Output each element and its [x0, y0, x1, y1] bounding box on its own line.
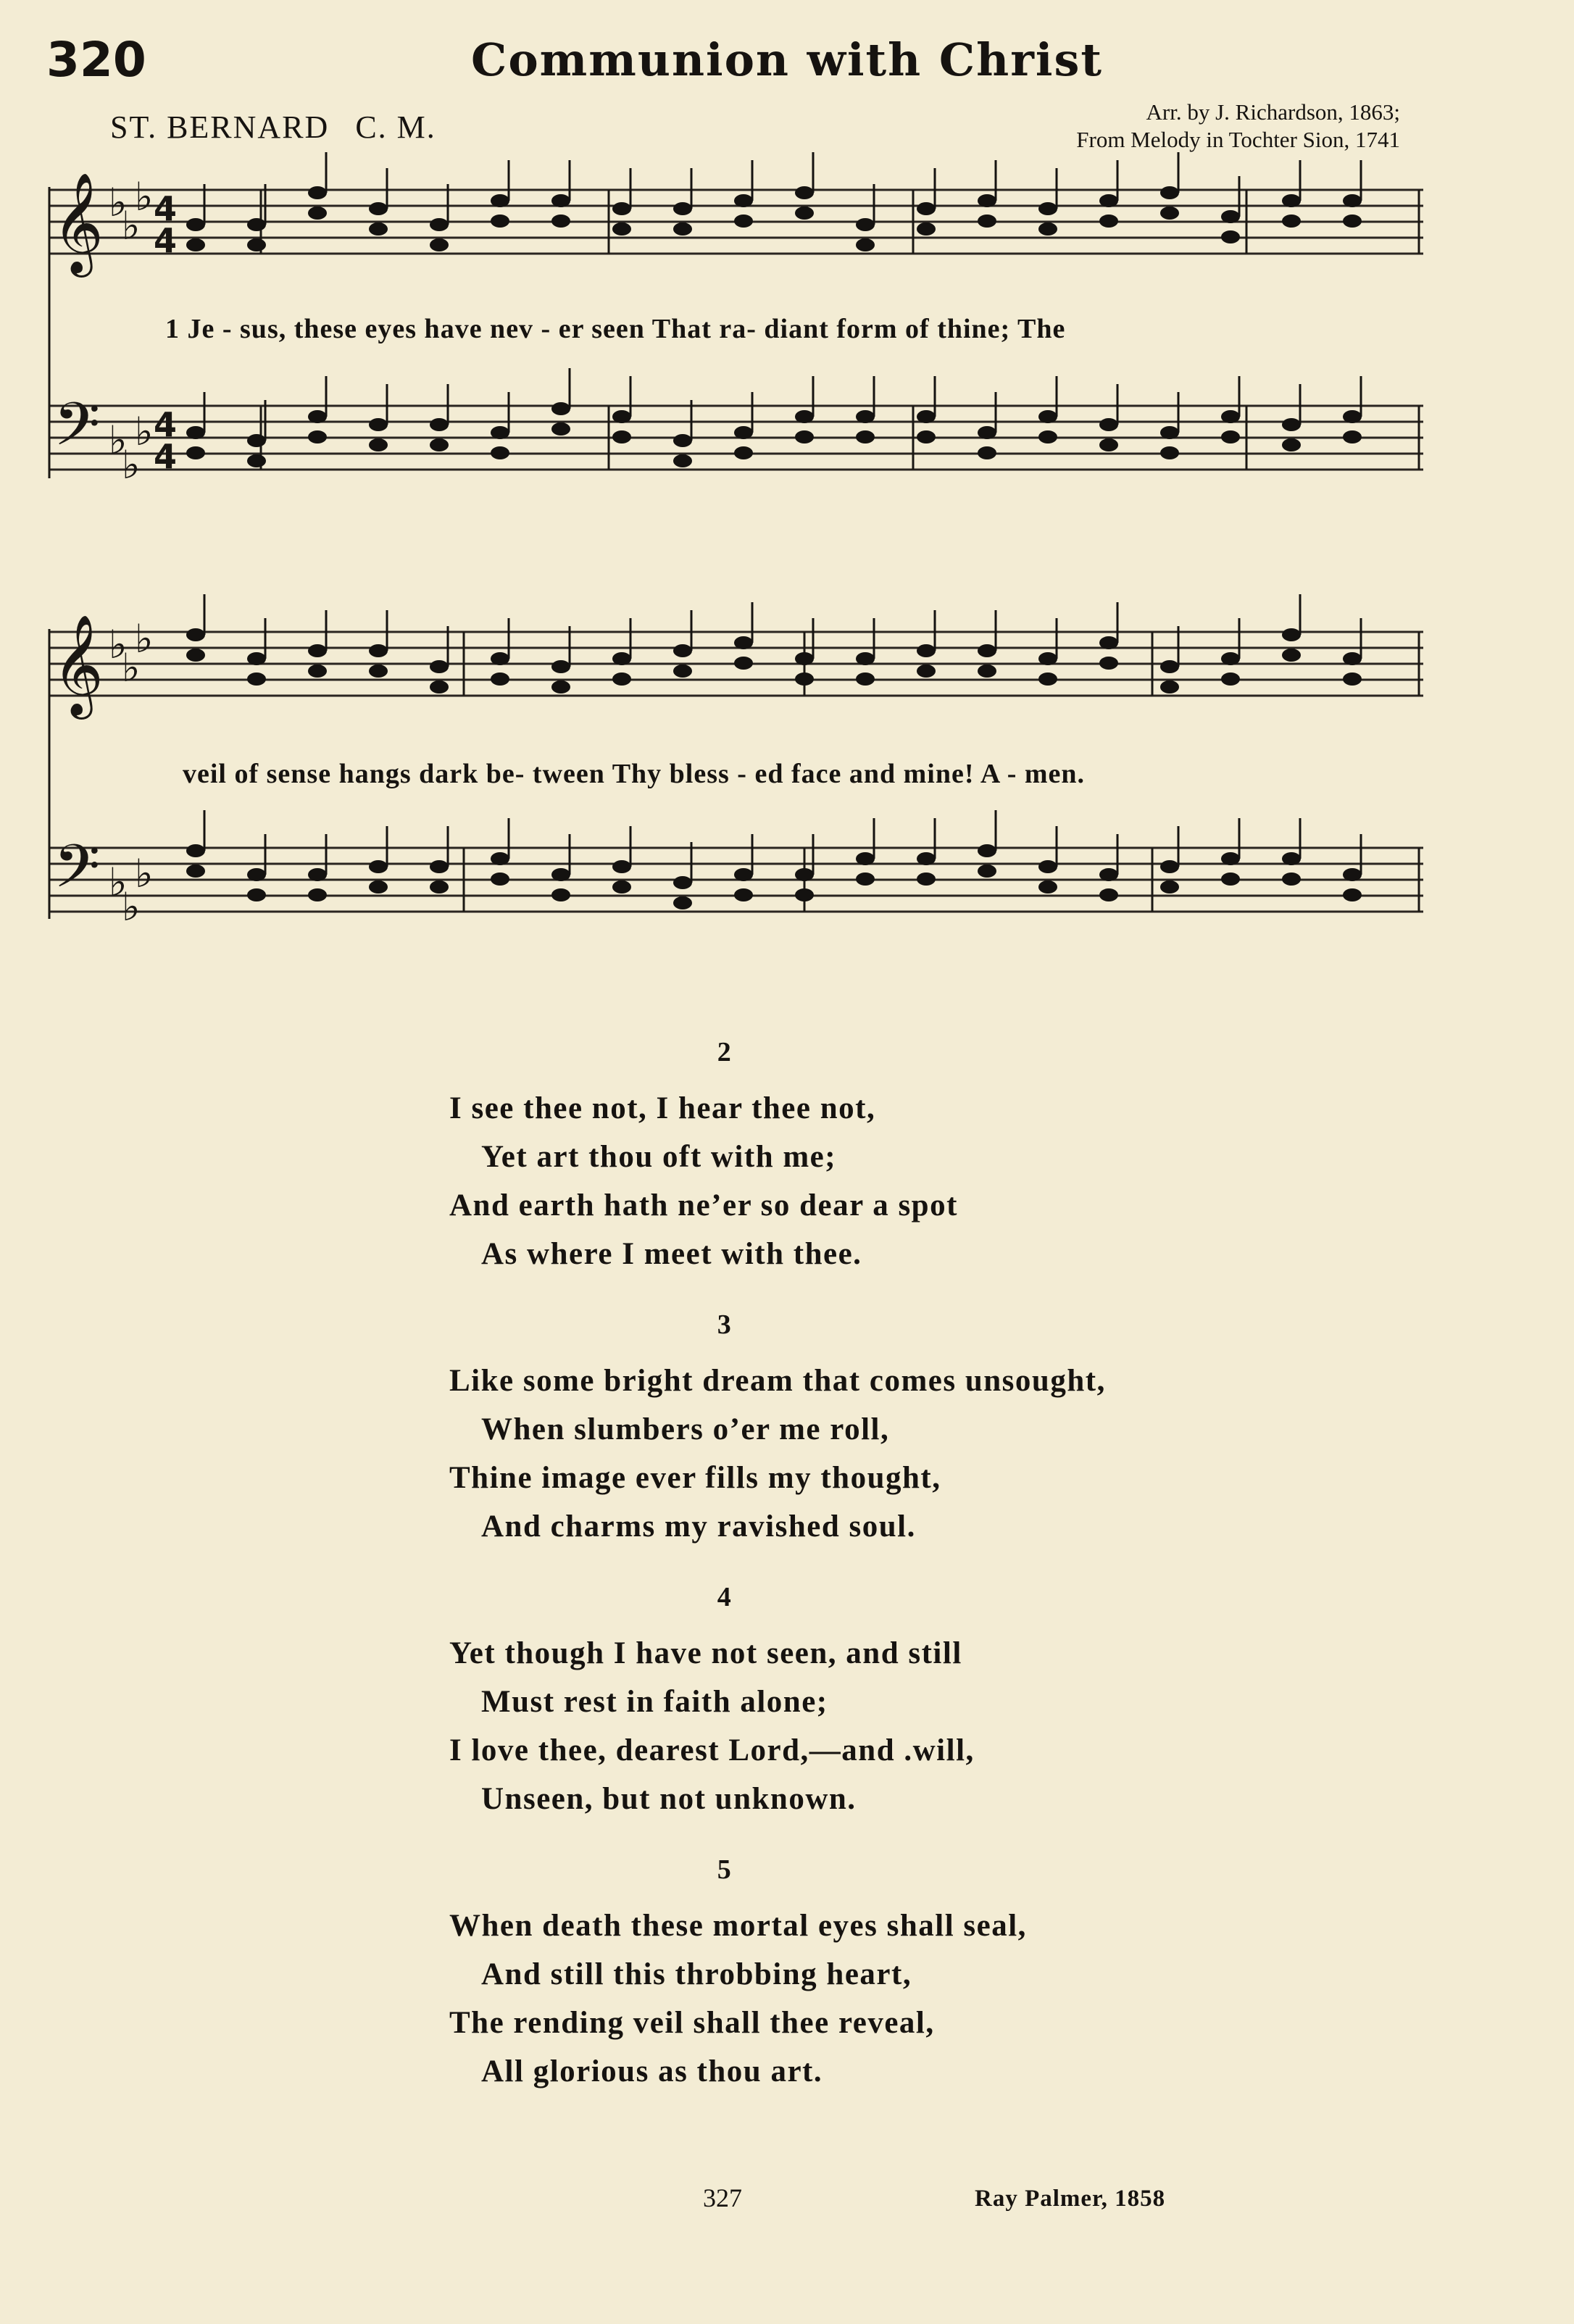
- stanza-number: 2: [717, 1037, 733, 1067]
- note-head: [612, 222, 631, 236]
- note-head: [795, 207, 814, 220]
- note-head: [491, 446, 509, 459]
- note-head: [369, 644, 388, 657]
- note-head: [734, 446, 753, 459]
- note-head: [673, 222, 692, 236]
- note-head: [856, 852, 875, 865]
- tune-name: ST. BERNARD: [110, 109, 330, 145]
- note-head: [1221, 230, 1240, 243]
- note-head: [491, 194, 509, 207]
- note-head: [1160, 446, 1179, 459]
- note-head: [369, 418, 388, 431]
- note-head: [369, 202, 388, 215]
- note-head: [856, 872, 875, 886]
- note-head: [734, 868, 753, 881]
- page-number: 327: [703, 2183, 742, 2212]
- note-head: [1221, 410, 1240, 423]
- note-head: [186, 865, 205, 878]
- note-head: [430, 238, 449, 251]
- verse-line: Unseen, but not unknown.: [481, 1782, 857, 1816]
- time-signature-top: 4: [154, 405, 178, 444]
- note-head: [978, 446, 996, 459]
- note-head: [551, 868, 570, 881]
- note-head: [856, 238, 875, 251]
- note-head: [1282, 194, 1301, 207]
- note-head: [1343, 868, 1362, 881]
- flat-icon: ♭: [109, 859, 128, 905]
- note-head: [1282, 215, 1301, 228]
- note-head: [856, 218, 875, 231]
- note-head: [734, 426, 753, 439]
- note-head: [917, 222, 936, 236]
- note-head: [917, 644, 936, 657]
- note-head: [1099, 868, 1118, 881]
- tune-meter: C. M.: [355, 109, 436, 145]
- note-head: [1221, 852, 1240, 865]
- note-head: [308, 644, 327, 657]
- note-head: [247, 868, 266, 881]
- note-head: [734, 194, 753, 207]
- note-head: [1099, 438, 1118, 451]
- verse-line: All glorious as thou art.: [481, 2054, 823, 2088]
- note-head: [795, 410, 814, 423]
- flat-icon: ♭: [109, 622, 128, 667]
- note-head: [551, 194, 570, 207]
- note-head: [856, 652, 875, 665]
- bass-staff-1: [49, 368, 1423, 488]
- note-head: [308, 868, 327, 881]
- lyrics-line-2: veil of sense hangs dark be- tween Thy bless - ed face and mine! A - men.: [183, 759, 1086, 789]
- note-head: [1038, 880, 1057, 894]
- note-head: [1099, 194, 1118, 207]
- note-head: [1038, 222, 1057, 236]
- note-head: [612, 430, 631, 443]
- note-head: [1099, 418, 1118, 431]
- treble-clef-icon: 𝄞: [52, 615, 104, 715]
- note-head: [247, 238, 266, 251]
- note-head: [186, 426, 205, 439]
- note-head: [1160, 860, 1179, 873]
- flat-icon: ♭: [122, 645, 141, 691]
- arranger: Arr. by J. Richardson, 1863;: [1146, 99, 1400, 125]
- flat-icon: ♭: [135, 616, 154, 662]
- note-head: [1221, 872, 1240, 886]
- stanza: [449, 1309, 1246, 1551]
- bass-clef-icon: 𝄢: [54, 389, 101, 474]
- note-head: [1221, 210, 1240, 223]
- verse-line: As where I meet with thee.: [481, 1237, 862, 1271]
- note-head: [673, 202, 692, 215]
- verse-line: Yet though I have not seen, and still: [449, 1636, 962, 1670]
- note-head: [1282, 872, 1301, 886]
- note-head: [917, 665, 936, 678]
- note-head: [430, 218, 449, 231]
- note-head: [247, 454, 266, 467]
- note-head: [430, 438, 449, 451]
- verse-line: I see thee not, I hear thee not,: [449, 1091, 876, 1125]
- note-head: [308, 186, 327, 199]
- note-head: [734, 215, 753, 228]
- verse-line: And charms my ravished soul.: [481, 1509, 916, 1544]
- note-head: [734, 657, 753, 670]
- verse-line: And still this throbbing heart,: [481, 1957, 912, 1991]
- note-head: [1282, 649, 1301, 662]
- treble-staff-1: [49, 152, 1423, 278]
- treble-clef-icon: 𝄞: [52, 172, 104, 273]
- verse-line: Yet art thou oft with me;: [481, 1140, 837, 1174]
- bass-staff-2: [49, 810, 1423, 930]
- note-head: [856, 410, 875, 423]
- note-head: [1099, 215, 1118, 228]
- verse-line: I love thee, dearest Lord,—and .will,: [449, 1733, 975, 1767]
- stanza-number: 5: [717, 1854, 733, 1885]
- treble-staff-2: [49, 594, 1423, 720]
- melody-source: From Melody in Tochter Sion, 1741: [1076, 127, 1400, 152]
- note-head: [186, 628, 205, 641]
- note-head: [734, 636, 753, 649]
- note-head: [978, 844, 996, 857]
- time-signature-top: 4: [154, 189, 178, 228]
- verse-line: When death these mortal eyes shall seal,: [449, 1909, 1027, 1943]
- note-head: [430, 860, 449, 873]
- note-head: [1038, 652, 1057, 665]
- note-head: [612, 860, 631, 873]
- note-head: [978, 665, 996, 678]
- note-head: [551, 422, 570, 436]
- verse-line: And earth hath ne’er so dear a spot: [449, 1188, 958, 1223]
- note-head: [369, 880, 388, 894]
- note-head: [1160, 680, 1179, 694]
- note-head: [551, 680, 570, 694]
- note-head: [1038, 202, 1057, 215]
- bass-clef-icon: 𝄢: [54, 831, 101, 916]
- note-head: [1038, 430, 1057, 443]
- note-head: [795, 186, 814, 199]
- verse-line: Like some bright dream that comes unsought,: [449, 1364, 1106, 1398]
- note-head: [1221, 430, 1240, 443]
- note-head: [186, 218, 205, 231]
- note-head: [978, 865, 996, 878]
- stanza: [449, 1854, 1246, 2096]
- flat-icon: ♭: [135, 409, 154, 454]
- note-head: [308, 207, 327, 220]
- note-head: [308, 665, 327, 678]
- note-head: [1282, 852, 1301, 865]
- note-head: [917, 852, 936, 865]
- note-head: [491, 852, 509, 865]
- note-head: [673, 665, 692, 678]
- hymn-number: 320: [46, 32, 146, 88]
- note-head: [1343, 194, 1362, 207]
- note-head: [673, 644, 692, 657]
- note-head: [369, 665, 388, 678]
- note-head: [1343, 430, 1362, 443]
- note-head: [612, 672, 631, 686]
- note-head: [612, 410, 631, 423]
- verse-line: Must rest in faith alone;: [481, 1685, 828, 1719]
- note-head: [917, 202, 936, 215]
- music-score: [0, 0, 1574, 986]
- lyrics-line-1: 1 Je - sus, these eyes have nev - er seen That ra- diant form of thine; The: [165, 314, 1066, 344]
- note-head: [856, 672, 875, 686]
- note-head: [795, 430, 814, 443]
- flat-icon: ♭: [135, 851, 154, 896]
- note-head: [1038, 860, 1057, 873]
- note-head: [491, 652, 509, 665]
- verse-line: When slumbers o’er me roll,: [481, 1412, 890, 1446]
- stanza-number: 3: [717, 1309, 733, 1340]
- time-signature-bottom: 4: [154, 221, 178, 260]
- note-head: [673, 896, 692, 909]
- note-head: [369, 860, 388, 873]
- note-head: [1160, 426, 1179, 439]
- note-head: [612, 880, 631, 894]
- flat-icon: ♭: [122, 442, 141, 488]
- flat-icon: ♭: [135, 174, 154, 220]
- note-head: [247, 672, 266, 686]
- note-head: [734, 888, 753, 901]
- note-head: [430, 418, 449, 431]
- note-head: [186, 844, 205, 857]
- note-head: [369, 222, 388, 236]
- note-head: [308, 430, 327, 443]
- note-head: [673, 434, 692, 447]
- note-head: [186, 446, 205, 459]
- note-head: [1160, 880, 1179, 894]
- note-head: [491, 215, 509, 228]
- note-head: [247, 888, 266, 901]
- note-head: [795, 672, 814, 686]
- note-head: [978, 426, 996, 439]
- note-head: [917, 430, 936, 443]
- note-head: [1221, 652, 1240, 665]
- note-head: [917, 410, 936, 423]
- note-head: [1221, 672, 1240, 686]
- note-head: [795, 868, 814, 881]
- note-head: [186, 649, 205, 662]
- note-head: [430, 680, 449, 694]
- note-head: [1099, 636, 1118, 649]
- note-head: [1282, 628, 1301, 641]
- note-head: [551, 215, 570, 228]
- flat-icon: ♭: [122, 884, 141, 930]
- note-head: [673, 876, 692, 889]
- note-head: [491, 672, 509, 686]
- note-head: [978, 644, 996, 657]
- running-title: Communion with Christ: [470, 33, 1104, 86]
- stanza: [449, 1581, 1246, 1823]
- note-head: [1282, 418, 1301, 431]
- note-head: [1099, 657, 1118, 670]
- note-head: [247, 434, 266, 447]
- note-head: [917, 872, 936, 886]
- note-head: [247, 652, 266, 665]
- note-head: [612, 652, 631, 665]
- author-credit: Ray Palmer, 1858: [975, 2186, 1166, 2212]
- note-head: [1099, 888, 1118, 901]
- note-head: [430, 880, 449, 894]
- note-head: [978, 215, 996, 228]
- verse-line: Thine image ever fills my thought,: [449, 1461, 941, 1495]
- note-head: [1160, 660, 1179, 673]
- note-head: [1038, 672, 1057, 686]
- time-signature-bottom: 4: [154, 437, 178, 476]
- note-head: [673, 454, 692, 467]
- note-head: [795, 888, 814, 901]
- note-head: [1343, 888, 1362, 901]
- note-head: [551, 660, 570, 673]
- flat-icon: ♭: [109, 417, 128, 463]
- flat-icon: ♭: [122, 203, 141, 249]
- note-head: [612, 202, 631, 215]
- note-head: [491, 426, 509, 439]
- note-head: [1343, 215, 1362, 228]
- note-head: [1160, 207, 1179, 220]
- note-head: [551, 402, 570, 415]
- note-head: [551, 888, 570, 901]
- note-head: [1282, 438, 1301, 451]
- stanzas: [449, 1036, 1246, 2126]
- note-head: [1038, 410, 1057, 423]
- note-head: [978, 194, 996, 207]
- note-head: [247, 218, 266, 231]
- note-head: [856, 430, 875, 443]
- note-head: [1343, 652, 1362, 665]
- note-head: [186, 238, 205, 251]
- stanza: [449, 1036, 1246, 1278]
- note-head: [308, 888, 327, 901]
- verse-line: The rending veil shall thee reveal,: [449, 2006, 935, 2040]
- note-head: [1343, 672, 1362, 686]
- stanza-number: 4: [717, 1582, 733, 1612]
- note-head: [491, 872, 509, 886]
- note-head: [369, 438, 388, 451]
- note-head: [795, 652, 814, 665]
- note-head: [1343, 410, 1362, 423]
- flat-icon: ♭: [109, 180, 128, 225]
- note-head: [430, 660, 449, 673]
- note-head: [308, 410, 327, 423]
- note-head: [1160, 186, 1179, 199]
